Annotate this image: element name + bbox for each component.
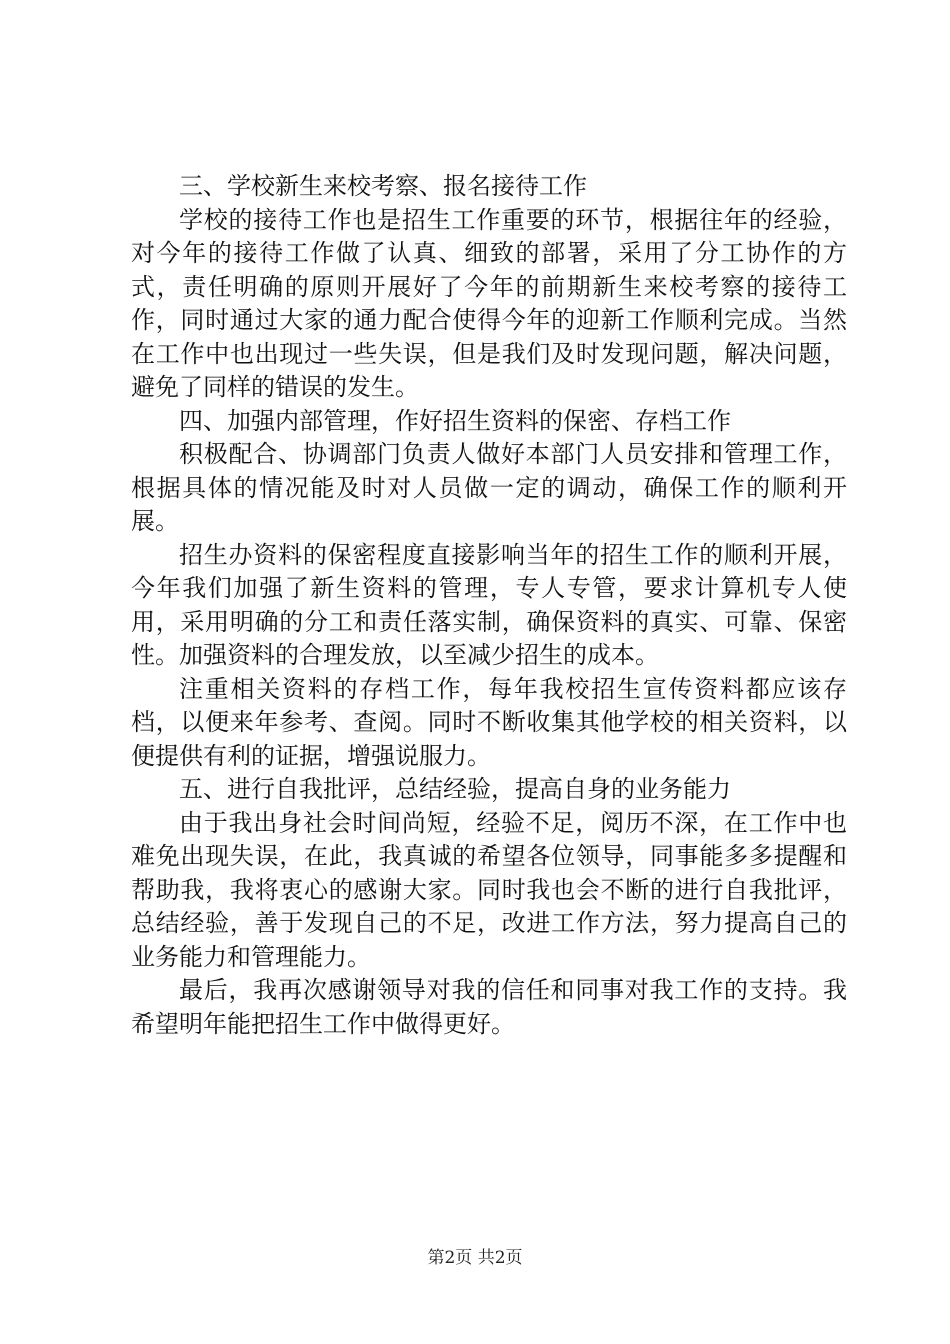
paragraph-coordination: 积极配合、协调部门负责人做好本部门人员安排和管理工作，根据具体的情况能及时对人员做一定的调动，确保工作的顺利开展。 xyxy=(131,440,847,535)
section-heading-4: 四、加强内部管理，作好招生资料的保密、存档工作 xyxy=(179,406,731,435)
paragraph-confidentiality: 招生办资料的保密程度直接影响当年的招生工作的顺利开展，今年我们加强了新生资料的管理，专人专管，要求计算机专人使用，采用明确的分工和责任落实制，确保资料的真实、可靠、保密性。加强资料的合理发放，以至减少招生的成本。 xyxy=(131,540,847,669)
document-body xyxy=(131,170,847,1041)
paragraph-reception: 学校的接待工作也是招生工作重要的环节，根据往年的经验，对今年的接待工作做了认真、细致的部署，采用了分工协作的方式，责任明确的原则开展好了今年的前期新生来校考察的接待工作，同时通过大家的通力配合使得今年的迎新工作顺利完成。当然在工作中也出现过一些失误，但是我们及时发现问题，解决问题，避免了同样的错误的发生。 xyxy=(131,205,847,401)
paragraph-self-criticism: 由于我出身社会时间尚短，经验不足，阅历不深，在工作中也难免出现失误，在此，我真诚的希望各位领导，同事能多多提醒和帮助我，我将衷心的感谢大家。同时我也会不断的进行自我批评，总结经验，善于发现自己的不足，改进工作方法，努力提高自己的业务能力和管理能力。 xyxy=(131,808,847,971)
paragraph-archiving: 注重相关资料的存档工作，每年我校招生宣传资料都应该存档，以便来年参考、查阅。同时不断收集其他学校的相关资料，以便提供有利的证据，增强说服力。 xyxy=(131,674,847,770)
page-footer: 第2页 共2页 xyxy=(427,1248,523,1268)
paragraph-closing: 最后，我再次感谢领导对我的信任和同事对我工作的支持。我希望明年能把招生工作中做得更好。 xyxy=(131,976,847,1038)
section-heading-5: 五、进行自我批评，总结经验，提高自身的业务能力 xyxy=(179,775,731,803)
section-heading-3: 三、学校新生来校考察、报名接待工作 xyxy=(179,172,587,200)
